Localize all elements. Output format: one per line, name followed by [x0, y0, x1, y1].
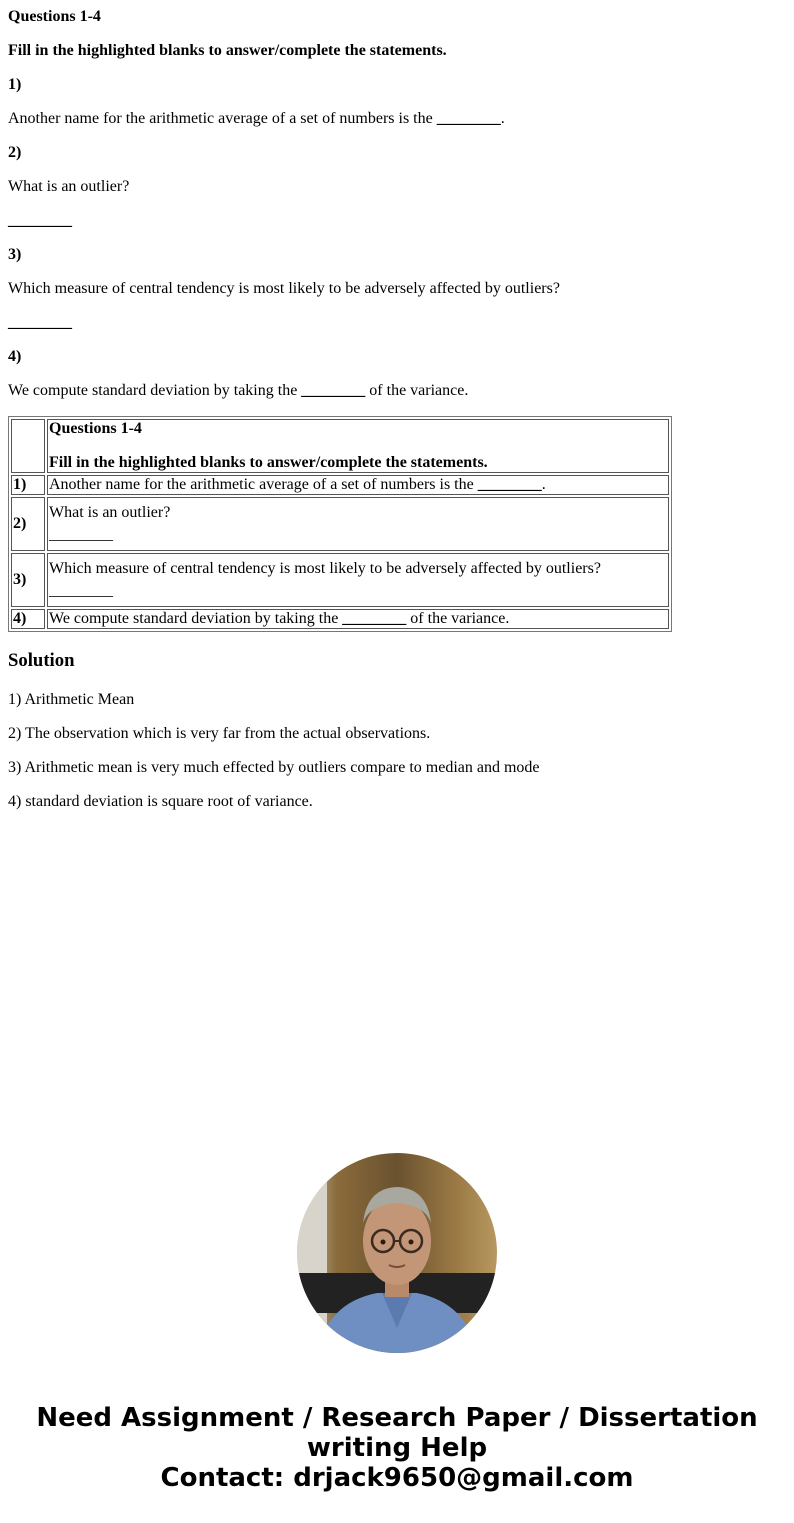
- instruction-text: Fill in the highlighted blanks to answer/complete the statements.: [8, 42, 447, 59]
- table-row-number: 2): [11, 497, 45, 551]
- question-2-number: 2): [8, 144, 22, 161]
- question-4-number: 4): [8, 348, 22, 365]
- table-instruction: Fill in the highlighted blanks to answer/complete the statements.: [49, 454, 488, 471]
- blank-1: ________: [436, 110, 501, 127]
- question-1-number: 1): [8, 76, 22, 93]
- table-cell-empty: [11, 419, 45, 473]
- blank-4: ________: [301, 382, 366, 399]
- table-row-number: 3): [11, 553, 45, 607]
- table-title: Questions 1-4: [49, 420, 142, 437]
- promo-contact[interactable]: Contact: drjack9650@gmail.com: [160, 1463, 634, 1493]
- question-2-text: What is an outlier?: [8, 178, 130, 195]
- answer-4: 4) standard deviation is square root of variance.: [8, 793, 313, 810]
- table-question-cell: What is an outlier? ________: [47, 497, 669, 551]
- table-row: [11, 553, 669, 607]
- blank-2: ________: [8, 212, 72, 229]
- answer-3: 3) Arithmetic mean is very much effected by outliers compare to median and mode: [8, 759, 540, 776]
- promo-line-2: writing Help: [306, 1433, 488, 1463]
- table-row-number: 1): [11, 475, 45, 495]
- question-3-text: Which measure of central tendency is most likely to be adversely affected by outliers?: [8, 280, 560, 297]
- question-4-text: We compute standard deviation by taking the ________ of the variance.: [8, 382, 469, 399]
- table-question-cell: Another name for the arithmetic average of a set of numbers is the ________.: [47, 475, 669, 495]
- blank-3: ________: [8, 314, 72, 331]
- question-3-number: 3): [8, 246, 22, 263]
- table-header-cell: [47, 419, 669, 473]
- table-question-cell: We compute standard deviation by taking the ________ of the variance.: [47, 609, 669, 629]
- question-1-text: Another name for the arithmetic average of a set of numbers is the ________.: [8, 110, 505, 127]
- table-row: [11, 497, 669, 551]
- table-row: [11, 475, 669, 495]
- answer-1: 1) Arithmetic Mean: [8, 691, 135, 708]
- table-row-number: 4): [11, 609, 45, 629]
- promo-banner: [0, 1403, 794, 1493]
- page-title: Questions 1-4: [8, 8, 101, 25]
- table-row: [11, 419, 669, 473]
- answer-2: 2) The observation which is very far from the actual observations.: [8, 725, 431, 742]
- author-avatar: [297, 1153, 497, 1353]
- table-row: [11, 609, 669, 629]
- solution-heading: Solution: [8, 650, 75, 671]
- promo-line-1: Need Assignment / Research Paper / Dissertation: [36, 1403, 758, 1433]
- table-question-cell: Which measure of central tendency is most likely to be adversely affected by outliers? ________: [47, 553, 669, 607]
- questions-table: [8, 416, 672, 632]
